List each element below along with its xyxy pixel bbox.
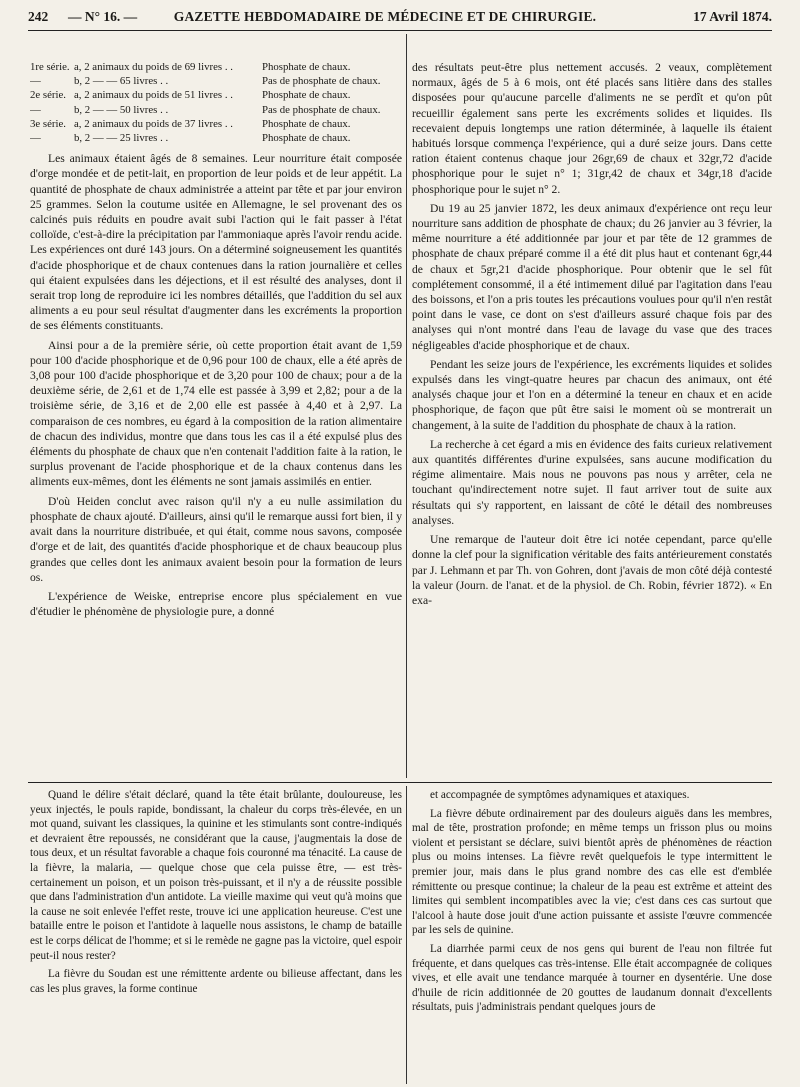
paragraph: Pendant les seize jours de l'expérience, les excréments liquides et solides expulsés dans les vingt-quatre heures par chacun des animaux, ont été analysés chaque jour et l'on en a déterminé la teneur en chaux et en acide phosphorique, de façon que pût être saisi le moment où se montrerait un changement, à la suite de l'addition du phosphate de chaux à la ration. [412, 357, 772, 432]
paragraph: Une remarque de l'auteur doit être ici notée cependant, parce qu'elle donne la clef pour la signification véritable des faits antérieurement constatés par J. Lehmann et par Th. von Gohren, dont j'avais de mon côté déjà contesté la valeur (Journ. de l'anat. et de la physiol. de Ch. Robin, février 1872). « En exa- [412, 533, 772, 607]
article-column-2 [412, 60, 772, 776]
paragraph: Ainsi pour a de la première série, où cette proportion était avant de 1,59 pour 100 d'acide phosphorique et de 0,96 pour 100 de chaux, elle a été après de 3,08 pour 100 d'acide phosphorique et de 3,20 pour 100 de chaux; pour a de la deuxième série, de 2,61 et de 1,74 elle est passée à 3,99 et 2,82; pour a de la troisième série, de 3,16 et de 2,00 elle est passée à 4,40 et à 2,97. La comparaison de ces nombres, eu égard à la composition de la ration alimentaire de chacun des individus, montre que dans tous les cas il a été expulsé plus des éléments du phosphate de chaux que n'en contenait l'addition faite à la ration, le surplus provenant de l'acide phosphorique et de la chaux contenus dans les aliments eux-mêmes, dont les éléments ne sont jamais assimilés en entier. [30, 338, 402, 489]
series-row: 1re série. a, 2 animaux du poids de 69 livres . . Phosphate de chaux. [30, 61, 351, 73]
paragraph: D'où Heiden conclut avec raison qu'il n'y a eu nulle assimilation du phosphate de chaux ajouté. D'ailleurs, ainsi qu'il le remarque aussi fort bien, il y avait dans la nourriture distribuée, et qui était, comme nous savons, composée d'orge et de lait, des quantités d'acide phosphorique et de chaux beaucoup plus grandes que celles dont les animaux avaient besoin pour la formation de leurs os. [30, 494, 402, 584]
paragraph: La recherche à cet égard a mis en évidence des faits curieux relativement aux quantités différentes d'urine expulsées, sans aucune modification du régime alimentaire. Mais nous ne pouvons pas nous y arrêter, cela ne touchant qu'indirectement notre sujet. Il faut arriver tout de suite aux résultats qui s'y rapportent, en laissant de côté le détail des nombreuses analyses. [412, 437, 772, 527]
paragraph: La fièvre débute ordinairement par des douleurs aiguës dans les membres, mal de tête, prostration profonde; en même temps un frisson plus ou moins violent et persistant se déclare, suivi bientôt après de phénomènes de réaction plus ou moins intenses. La fièvre revêt quelquefois le type intermittent le premier jour, mais dans le plus grand nombre des cas elle est d'emblée rémittente ou presque continue; la chaleur de la peau est extrême et atteint des limites qui semblent incompatibles avec la vie; c'est dans ces cas surtout que l'alcool à haute dose jouit d'une action puissante et assiste l'œuvre commencée par les sels de quinine. [412, 807, 772, 937]
article-column-1 [30, 60, 402, 776]
header-rule [28, 30, 772, 31]
article-column-4 [412, 788, 772, 1084]
paragraph: L'expérience de Weiske, entreprise encore plus spécialement en vue d'étudier le phénomène de physiologie pure, a donné [30, 589, 402, 619]
series-row: 3e série. a, 2 animaux du poids de 37 livres . . Phosphate de chaux. [30, 117, 351, 130]
series-table [30, 60, 402, 145]
column-divider-bottom [406, 786, 407, 1084]
issue-number: — N° 16. — [68, 9, 138, 24]
article-column-3 [30, 788, 402, 1084]
paragraph: Les animaux étaient âgés de 8 semaines. Leur nourriture était composée d'orge mondée et de petit-lait, en proportion de leur poids et de leur appétit. La quantité de phosphate de chaux administrée a atteint par tête et par jour environ 25 grammes. Selon la coutume usitée en Allemagne, le sel provenant des os calcinés puis réduits en poudre avait subi l'action qui le fait passer à l'état colloïde, c'est-à-dire la précipitation par l'ammoniaque après l'avoir rendu acide. Les expériences ont duré 143 jours. On a déterminé soigneusement les quantités d'acide phosphorique et de chaux contenues dans la ration journalière et celles qui étaient expulsées dans les déjections, et il est résulté des analyses, dont il serait trop long de reproduire ici les nombres détaillés, que l'addition du sel aux aliments a eu pour seul résultat d'augmenter dans les excréments la proportion de ses éléments constituants. [30, 152, 402, 333]
series-row: 2e série. a, 2 animaux du poids de 51 livres . . Phosphate de chaux. [30, 89, 351, 102]
paragraph: La diarrhée parmi ceux de nos gens qui burent de l'eau non filtrée fut fréquente, et dans quelques cas très-intense. Elle était accompagnée de coliques vives, et elle avait une tendance marquée à tourner en dysentérie. Une dose d'huile de ricin additionnée de 20 gouttes de laudanum donnait d'excellents résultats, puis j'administrais pendant quelques jours de [412, 942, 772, 1014]
series-row: — b, 2 — — 25 livres . . Phosphate de chaux. [30, 132, 351, 145]
paragraph: Quand le délire s'était déclaré, quand la tête était brûlante, douloureuse, les yeux injectés, le pouls rapide, bondissant, la chaleur du corps très-élevée, en un mot quand, suivant les classiques, la quinine et les stimulants sont contre-indiqués et devraient être repoussés, ne considérant que la cause, j'augmentais la dose de tous deux, et un résultat favorable a chaque fois couronné ma ténacité. La cause de la fièvre, la malaria, — quelque chose que cela puisse être, — est très-certainement un poison, et un poison très-puissant, et il n'y a de réussite possible que dans l'administration d'un antidote. La vieille maxime qui veut qu'à moins que la cause ne soit enlevée l'effet reste, trouve ici une application heureuse. C'est une bataille entre le poison et l'antidote à laquelle nous assistons, le champ de bataille est le corps délicat de l'homme; et si le remède ne gagne pas la victoire, quel espoir peut-il nous rester? [30, 789, 402, 962]
page-number: 242 [28, 9, 49, 24]
paragraph: des résultats peut-être plus nettement accusés. 2 veaux, complètement normaux, âgés de 5 à 6 mois, ont été placés sans litière dans des stalles disposées pour qu'aucune parcelle d'aliments ne se perdît et qu'on pût recueillir également sans perte les excréments solides et liquides. Ils recevaient depuis longtemps une ration déterminée, à laquelle ils étaient habitués lorsque commença l'expérience, qui a duré seize jours. Dans cette ration étaient contenus chaque jour 26gr,69 de chaux et 32gr,72 d'acide phosphorique pour le sujet n° 1; 31gr,42 de chaux et 34gr,18 d'acide phosphorique pour le sujet n° 2. [412, 61, 772, 196]
series-row: — b, 2 — — 50 livres . . Pas de phosphate de chaux. [30, 103, 381, 116]
column-divider-top [406, 34, 407, 778]
paragraph: La fièvre du Soudan est une rémittente ardente ou bilieuse affectant, dans les cas les plus graves, la forme continue [30, 968, 402, 995]
issue-date: 17 Avril 1874. [693, 9, 772, 24]
series-row: — b, 2 — — 65 livres . . Pas de phosphate de chaux. [30, 75, 381, 88]
journal-title: GAZETTE HEBDOMADAIRE DE MÉDECINE ET DE CHIRURGIE. [173, 9, 597, 24]
page-header [28, 6, 772, 28]
paragraph: et accompagnée de symptômes adynamiques et ataxiques. [430, 789, 690, 801]
paragraph: Du 19 au 25 janvier 1872, les deux animaux d'expérience ont reçu leur nourriture sans addition de phosphate de chaux; du 26 janvier au 3 février, la même nourriture a été additionnée par jour et par tête de 12 grammes de phosphate de chaux préparé comme il a été dit plus haut et contenant 6gr,44 de chaux et 5gr,21 d'acide phosphorique. Pour obtenir que le sel fût complétement consommé, il a été intimement dilué par l'agitation dans l'eau des boissons, et l'on a pris toutes les précautions voulues pour qu'il n'en restât point dans le vase, ce dont on s'est d'ailleurs assuré chaque fois par des analyses qui n'ont montré dans l'eau de lavage du vase que des traces négligeables d'acide phosphorique et de chaux. [412, 201, 772, 352]
section-rule [28, 782, 772, 783]
